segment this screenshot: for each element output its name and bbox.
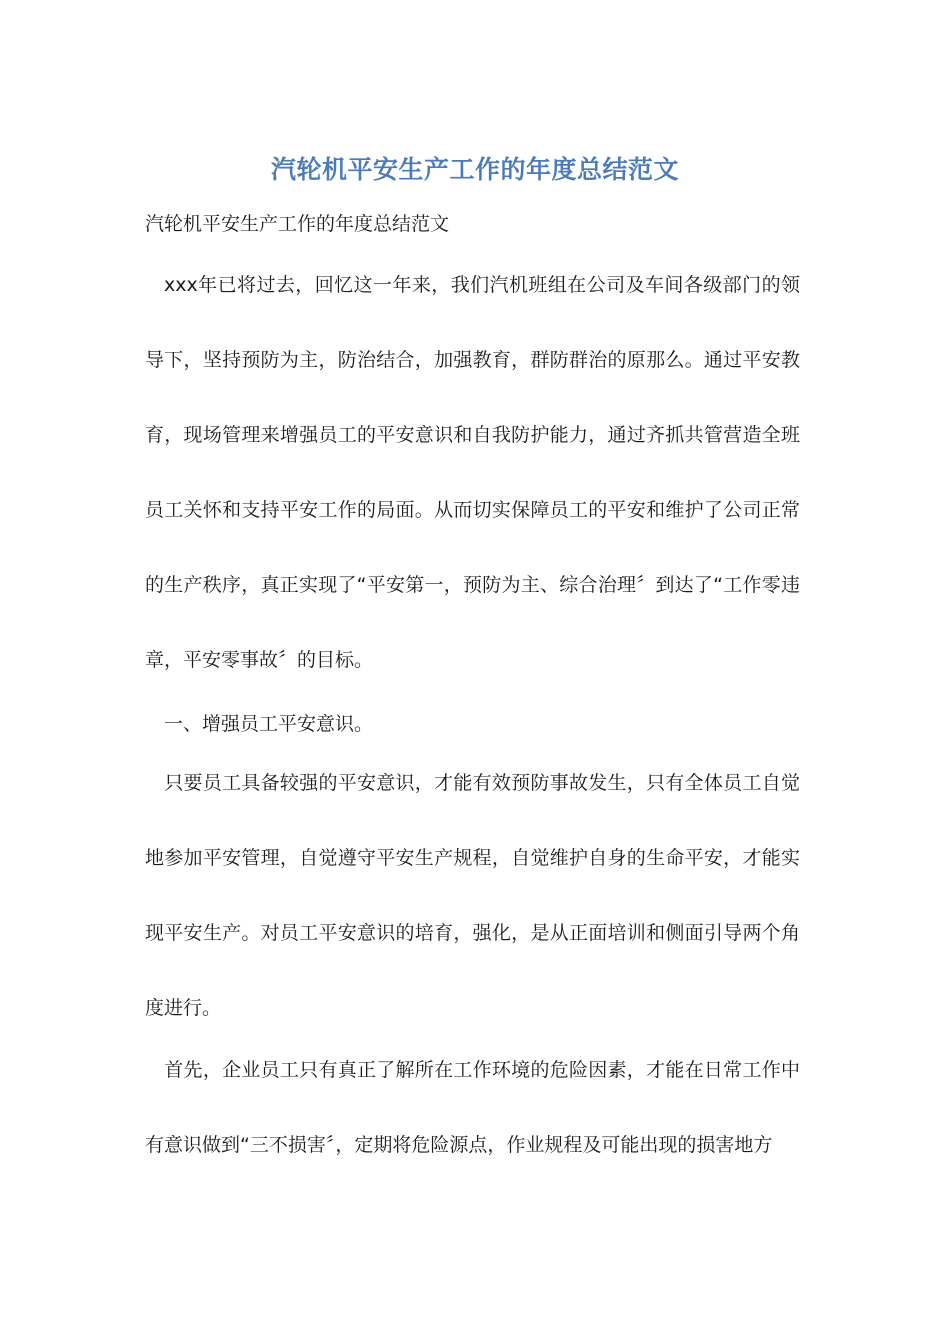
paragraph-awareness-text: 只要员工具备较强的平安意识，才能有效预防事故发生，只有全体员工自觉地参加平安管理，自觉遵守平安生产规程，自觉维护自身的生命平安，才能实现平安生产。对员工平安意识的培育，强化，是从正面培训和侧面引导两个角度进行。 [145,772,800,1019]
paragraph-first-text: 首先，企业员工只有真正了解所在工作环境的危险因素，才能在日常工作中有意识做到“三不损害〞，定期将危险源点，作业规程及可能出现的损害地方 [145,1059,800,1156]
paragraph-awareness [145,746,800,1046]
document-title: 汽轮机平安生产工作的年度总结范文 [270,155,679,184]
section-heading-text: 一、增强员工平安意识。 [164,713,374,735]
paragraph-intro [145,248,800,698]
section-heading [145,711,373,737]
document-subtitle: 汽轮机平安生产工作的年度总结范文 [145,213,450,235]
paragraph-first [145,1033,800,1183]
paragraph-intro-text: xxx年已将过去，回忆这一年来，我们汽机班组在公司及车间各级部门的领导下，坚持预防为主，防治结合，加强教育，群防群治的原那么。通过平安教育，现场管理来增强员工的平安意识和自我防护能力，通过齐抓共管营造全班员工关怀和支持平安工作的局面。从而切实保障员工的平安和维护了公司正常的生产秩序，真正实现了“平安第一，预防为主、综合治理〞到达了“工作零违章，平安零事故〞的目标。 [145,274,800,671]
